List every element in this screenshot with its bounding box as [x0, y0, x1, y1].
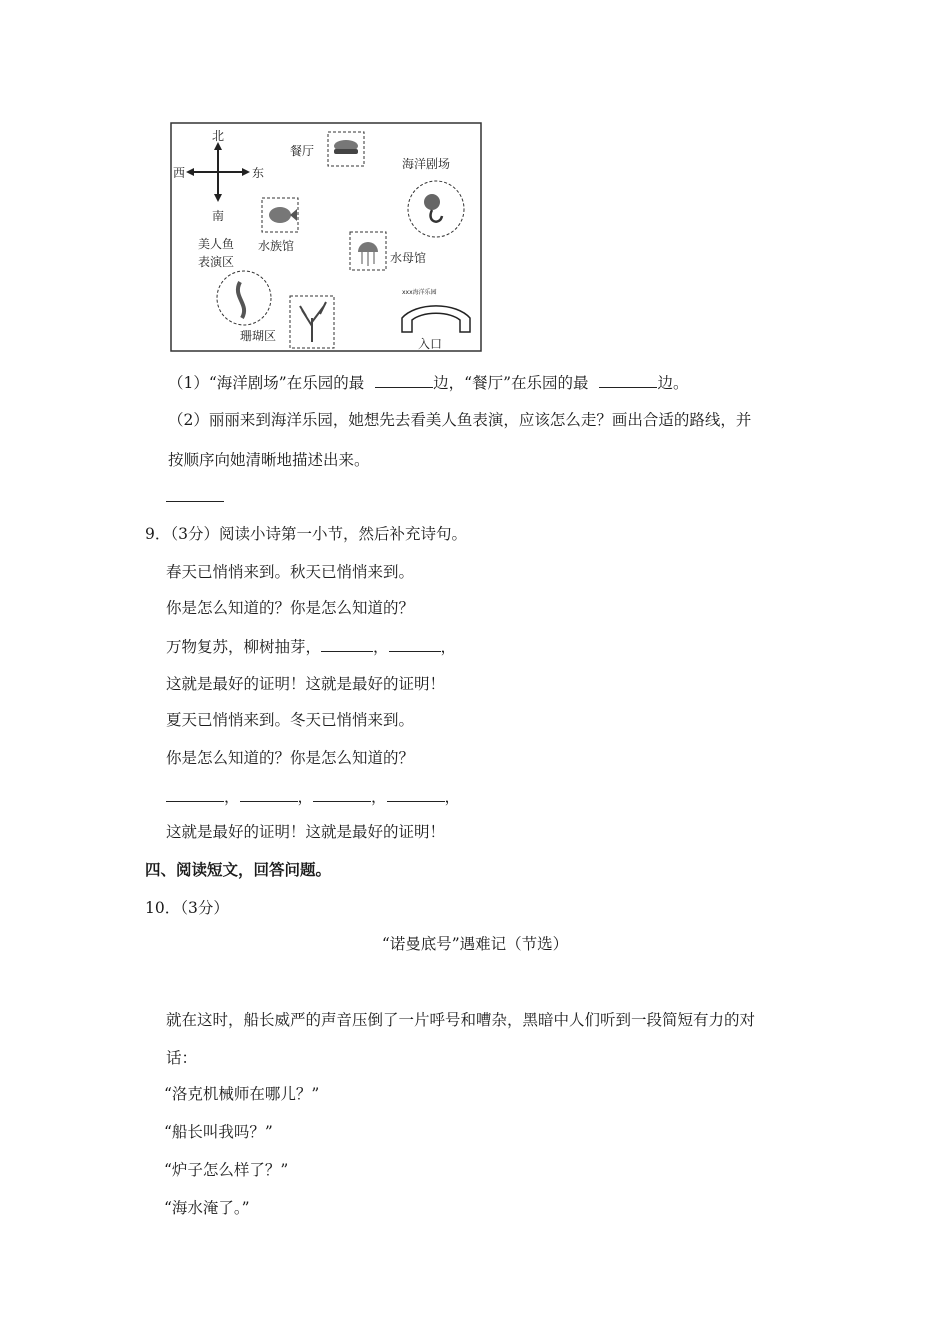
passage-para-line2: 话： — [166, 1049, 198, 1067]
entrance-label: 入口 — [418, 337, 443, 351]
q8-part2-line1: （2）丽丽来到海洋乐园，她想先去看美人鱼表演，应该怎么走？画出合适的路线，并 — [168, 411, 752, 429]
answer-blank[interactable] — [599, 372, 657, 388]
poem-line-2: 你是怎么知道的？你是怎么知道的？ — [166, 599, 415, 617]
passage-title: “诺曼底号”遇难记（节选） — [381, 935, 569, 953]
dialogue-line-3: “炉子怎么样了？” — [164, 1161, 289, 1179]
section-4-title: 四、阅读短文，回答问题。 — [145, 861, 332, 879]
gate-sign: xxx海洋乐园 — [402, 289, 437, 296]
passage-para-line1: 就在这时，船长威严的声音压倒了一片呼号和嘈杂，黑暗中人们听到一段简短有力的对 — [166, 1011, 756, 1029]
poem-line-1: 春天已悄悄来到。秋天已悄悄来到。 — [166, 563, 415, 581]
q10-header: 10．（3分） — [145, 899, 229, 917]
poem-line-4: 这就是最好的证明！这就是最好的证明！ — [166, 675, 446, 693]
answer-blank[interactable] — [166, 486, 224, 502]
mermaid-label-line2: 表演区 — [198, 255, 235, 269]
q8-part1: （1）“海洋剧场”在乐园的最 边，“餐厅”在乐园的最 边。 — [168, 374, 689, 392]
poem-line-3: 万物复苏，柳树抽芽， ， ， — [166, 638, 457, 656]
jellyfish-label: 水母馆 — [390, 251, 427, 265]
answer-blank[interactable] — [321, 636, 373, 652]
dialogue-line-1: “洛克机械师在哪儿？” — [164, 1085, 320, 1103]
dialogue-line-4: “海水淹了。” — [164, 1199, 250, 1217]
dialogue-line-2: “船长叫我吗？” — [164, 1123, 273, 1141]
answer-blank[interactable] — [389, 636, 441, 652]
poem-line-5: 夏天已悄悄来到。冬天已悄悄来到。 — [166, 711, 415, 729]
aquarium-label: 水族馆 — [258, 239, 295, 253]
ocean-park-map — [170, 122, 482, 352]
mermaid-label-line1: 美人鱼 — [198, 237, 235, 251]
poem-line-7: ， ， ， ， — [166, 786, 460, 807]
restaurant-label: 餐厅 — [290, 144, 315, 158]
fish-icon — [269, 207, 291, 223]
compass-north: 北 — [212, 129, 225, 143]
ocean-theater-label: 海洋剧场 — [402, 157, 451, 171]
poem-line-6: 你是怎么知道的？你是怎么知道的？ — [166, 749, 415, 767]
answer-blank[interactable] — [240, 786, 298, 802]
compass-east: 东 — [252, 166, 265, 180]
answer-blank[interactable] — [313, 786, 371, 802]
dolphin-icon — [424, 194, 440, 210]
coral-label: 珊瑚区 — [240, 329, 277, 343]
poem-line-8: 这就是最好的证明！这就是最好的证明！ — [166, 823, 446, 841]
answer-blank[interactable] — [387, 786, 445, 802]
compass-south: 南 — [212, 209, 225, 223]
q8-answer-line[interactable] — [166, 486, 224, 507]
q8-part2-line2: 按顺序向她清晰地描述出来。 — [168, 451, 370, 469]
answer-blank[interactable] — [166, 786, 224, 802]
q9-header: 9．（3分）阅读小诗第一小节，然后补充诗句。 — [145, 525, 467, 543]
compass-west: 西 — [173, 166, 186, 180]
answer-blank[interactable] — [375, 372, 433, 388]
